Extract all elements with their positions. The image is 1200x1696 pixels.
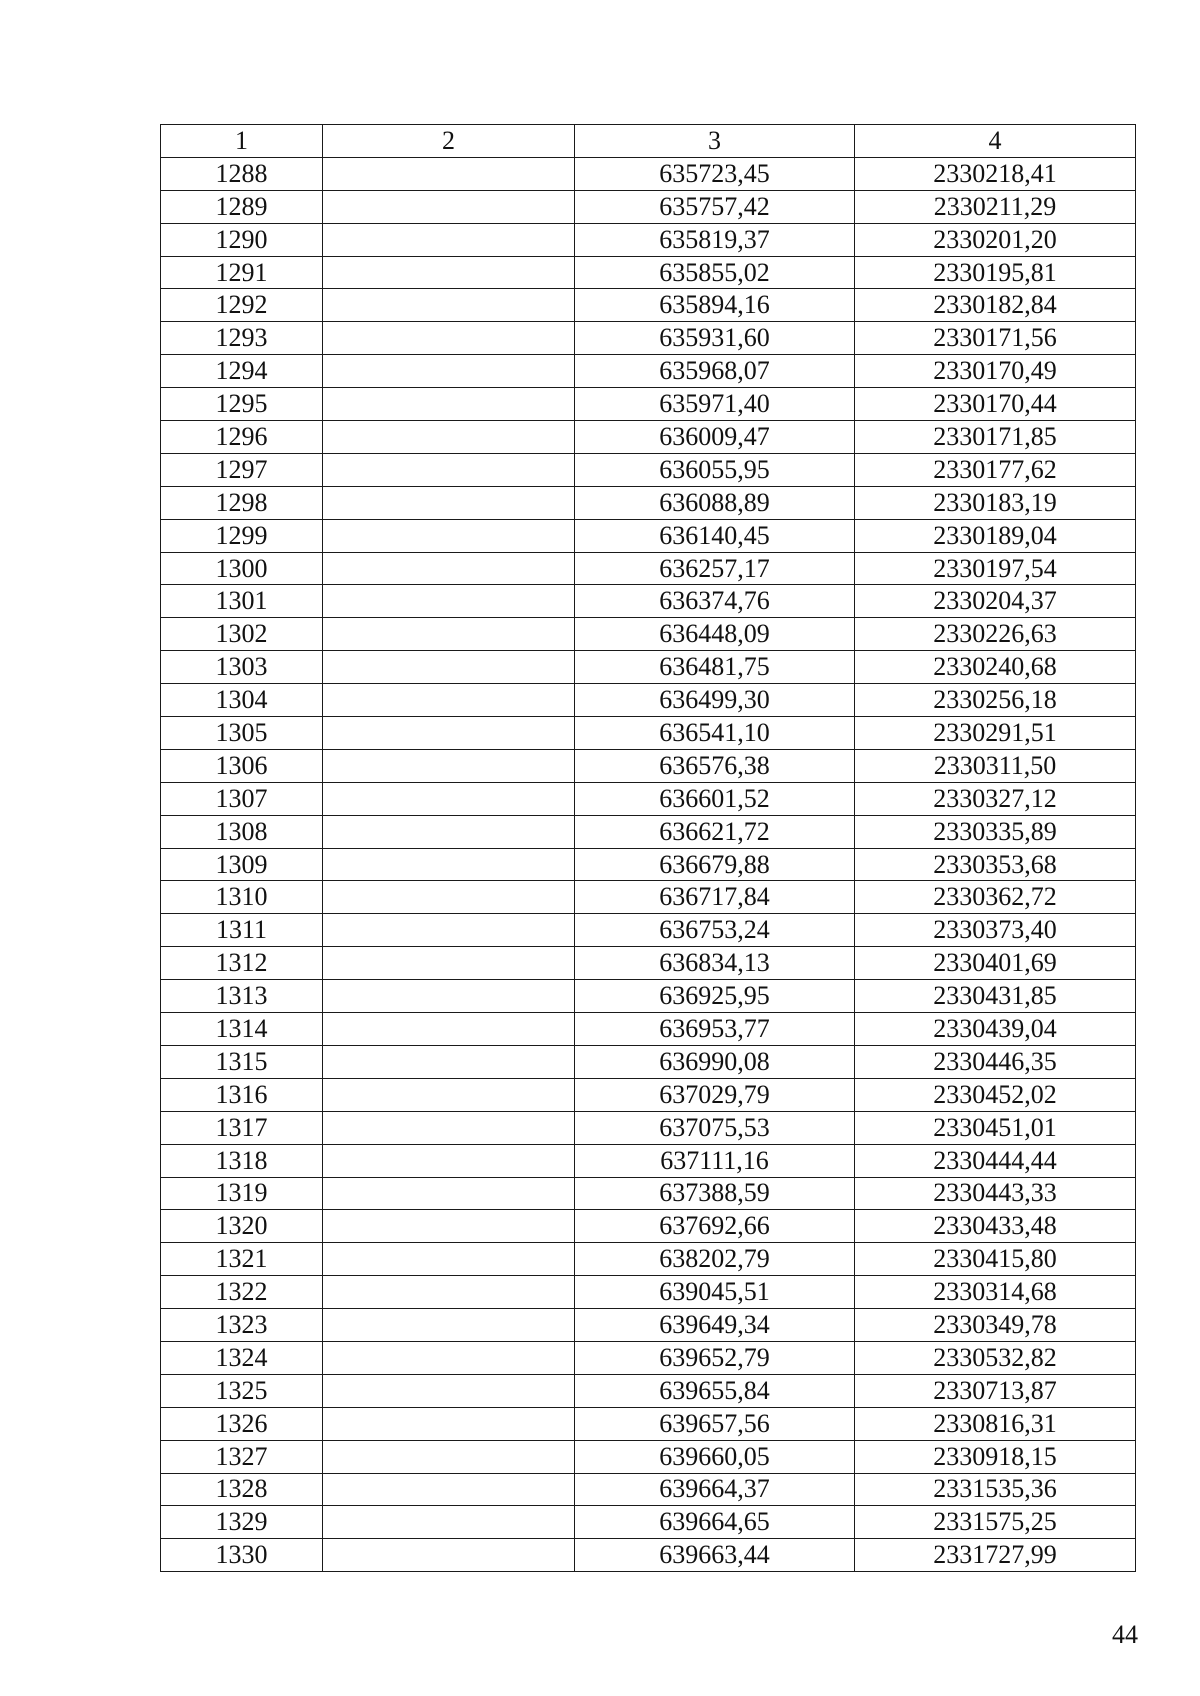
table-row [161,322,1136,355]
table-cell: 2330256,18 [855,684,1136,717]
table-cell: 636088,89 [575,486,855,519]
table-cell: 2331535,36 [855,1473,1136,1506]
table-cell: 1305 [161,717,323,750]
table-row [161,651,1136,684]
table-cell: 1300 [161,552,323,585]
table-cell: 2330170,49 [855,355,1136,388]
table-cell: 2330349,78 [855,1309,1136,1342]
table-cell [323,552,575,585]
table-cell: 635894,16 [575,289,855,322]
table-cell: 1290 [161,223,323,256]
table-cell [323,1473,575,1506]
table-row [161,223,1136,256]
table-cell: 1319 [161,1177,323,1210]
table-cell: 2330218,41 [855,157,1136,190]
table-cell [323,1078,575,1111]
table-cell: 2330170,44 [855,388,1136,421]
table-cell: 639660,05 [575,1440,855,1473]
table-cell: 1329 [161,1506,323,1539]
table-cell: 636679,88 [575,848,855,881]
table-cell: 2330918,15 [855,1440,1136,1473]
table-cell [323,388,575,421]
table-row [161,1341,1136,1374]
table-body [161,157,1136,1571]
table-cell: 636834,13 [575,947,855,980]
table-cell: 1302 [161,618,323,651]
table-cell: 1308 [161,815,323,848]
table-cell: 639045,51 [575,1276,855,1309]
table-cell: 636753,24 [575,914,855,947]
table-cell [323,1374,575,1407]
table-cell: 2330532,82 [855,1341,1136,1374]
table-cell: 2330816,31 [855,1407,1136,1440]
table-cell: 1307 [161,782,323,815]
table-cell: 636953,77 [575,1013,855,1046]
table-cell: 1293 [161,322,323,355]
table-cell: 1316 [161,1078,323,1111]
table-row [161,289,1136,322]
table-row [161,585,1136,618]
table-cell: 1318 [161,1144,323,1177]
table-cell: 2330415,80 [855,1243,1136,1276]
table-cell [323,1276,575,1309]
table-cell: 2330177,62 [855,453,1136,486]
table-header-row [161,125,1136,158]
table-cell: 2330335,89 [855,815,1136,848]
table-cell: 2330211,29 [855,190,1136,223]
table-cell: 2330183,19 [855,486,1136,519]
table-cell [323,190,575,223]
table-cell: 635723,45 [575,157,855,190]
table-row [161,1440,1136,1473]
table-row [161,1013,1136,1046]
table-cell: 2330201,20 [855,223,1136,256]
table-cell [323,914,575,947]
table-cell: 637692,66 [575,1210,855,1243]
table-cell: 2330195,81 [855,256,1136,289]
table-cell: 636009,47 [575,421,855,454]
table-row [161,1539,1136,1572]
table-row [161,914,1136,947]
column-header: 4 [855,125,1136,158]
table-cell: 2330226,63 [855,618,1136,651]
table-cell [323,651,575,684]
table-cell: 2330401,69 [855,947,1136,980]
table-cell [323,289,575,322]
table-cell: 1312 [161,947,323,980]
table-cell: 1317 [161,1111,323,1144]
table-cell: 2330314,68 [855,1276,1136,1309]
coordinates-table [160,124,1136,1572]
table-cell: 636621,72 [575,815,855,848]
table-cell: 1289 [161,190,323,223]
table-cell [323,1539,575,1572]
table-cell [323,519,575,552]
table-cell: 635968,07 [575,355,855,388]
table-cell: 2330451,01 [855,1111,1136,1144]
table-cell: 2330204,37 [855,585,1136,618]
table-cell: 2330353,68 [855,848,1136,881]
table-cell [323,1440,575,1473]
table-row [161,1506,1136,1539]
table-cell: 1303 [161,651,323,684]
table-row [161,256,1136,289]
table-row [161,1309,1136,1342]
table-cell: 639649,34 [575,1309,855,1342]
table-cell: 1323 [161,1309,323,1342]
table-row [161,1177,1136,1210]
table-cell [323,782,575,815]
table-cell: 636541,10 [575,717,855,750]
table-cell: 1294 [161,355,323,388]
column-header: 1 [161,125,323,158]
table-cell [323,1243,575,1276]
table-row [161,355,1136,388]
table-cell [323,322,575,355]
table-row [161,1276,1136,1309]
table-row [161,1111,1136,1144]
table-cell: 2330373,40 [855,914,1136,947]
table-cell: 2330182,84 [855,289,1136,322]
table-cell: 635757,42 [575,190,855,223]
table-cell: 1301 [161,585,323,618]
table-cell: 636481,75 [575,651,855,684]
table-cell: 635855,02 [575,256,855,289]
table-cell: 639664,65 [575,1506,855,1539]
table-cell [323,1210,575,1243]
table-cell: 1306 [161,749,323,782]
table-cell [323,881,575,914]
table-cell: 2330439,04 [855,1013,1136,1046]
table-row [161,190,1136,223]
table-cell: 637075,53 [575,1111,855,1144]
table-row [161,980,1136,1013]
table-cell: 1325 [161,1374,323,1407]
table-row [161,1374,1136,1407]
table-cell [323,223,575,256]
table-cell: 635931,60 [575,322,855,355]
table-cell: 2330452,02 [855,1078,1136,1111]
table-cell: 2330444,44 [855,1144,1136,1177]
table-cell: 636374,76 [575,585,855,618]
table-cell: 636925,95 [575,980,855,1013]
table-row [161,1407,1136,1440]
table-cell [323,749,575,782]
table-cell: 639664,37 [575,1473,855,1506]
table-row [161,1078,1136,1111]
table-cell [323,1111,575,1144]
table-row [161,157,1136,190]
table-cell: 2331575,25 [855,1506,1136,1539]
table-cell [323,947,575,980]
table-cell: 1321 [161,1243,323,1276]
table-row [161,453,1136,486]
table-row [161,782,1136,815]
table-cell [323,1506,575,1539]
table-cell: 1291 [161,256,323,289]
table-cell [323,355,575,388]
table-row [161,947,1136,980]
table-row [161,388,1136,421]
table-cell: 2331727,99 [855,1539,1136,1572]
table-cell: 2330446,35 [855,1045,1136,1078]
table-row [161,519,1136,552]
table-row [161,421,1136,454]
table-cell: 2330171,85 [855,421,1136,454]
table-row [161,1473,1136,1506]
table-cell [323,486,575,519]
table-cell: 2330197,54 [855,552,1136,585]
table-row [161,749,1136,782]
table-cell: 1299 [161,519,323,552]
table-cell: 1330 [161,1539,323,1572]
table-cell [323,421,575,454]
table-cell: 636990,08 [575,1045,855,1078]
table-cell: 635819,37 [575,223,855,256]
table-row [161,1144,1136,1177]
table-cell: 639657,56 [575,1407,855,1440]
table-cell: 1313 [161,980,323,1013]
table-cell [323,1341,575,1374]
table-cell [323,717,575,750]
table-cell: 637029,79 [575,1078,855,1111]
table-cell [323,1144,575,1177]
table-cell: 636140,45 [575,519,855,552]
table-cell: 2330713,87 [855,1374,1136,1407]
table-cell [323,1407,575,1440]
table-row [161,1045,1136,1078]
table-cell [323,1177,575,1210]
table-cell: 2330311,50 [855,749,1136,782]
table-cell: 2330431,85 [855,980,1136,1013]
table-cell [323,1309,575,1342]
table-cell: 1311 [161,914,323,947]
table-row [161,1210,1136,1243]
table-cell: 2330327,12 [855,782,1136,815]
table-cell: 2330171,56 [855,322,1136,355]
table-cell: 1309 [161,848,323,881]
table-row [161,848,1136,881]
table-cell: 635971,40 [575,388,855,421]
table-cell: 636576,38 [575,749,855,782]
table-cell [323,585,575,618]
table-row [161,881,1136,914]
table-cell: 639652,79 [575,1341,855,1374]
table-row [161,552,1136,585]
table-cell: 636257,17 [575,552,855,585]
table-cell [323,1045,575,1078]
column-header: 3 [575,125,855,158]
table-cell: 1314 [161,1013,323,1046]
table-cell: 2330240,68 [855,651,1136,684]
table-cell: 1326 [161,1407,323,1440]
table-cell: 1288 [161,157,323,190]
table-cell: 636499,30 [575,684,855,717]
table-cell: 1296 [161,421,323,454]
table-cell: 2330362,72 [855,881,1136,914]
table-row [161,684,1136,717]
table-cell: 1304 [161,684,323,717]
table-cell: 637388,59 [575,1177,855,1210]
table-row [161,618,1136,651]
table-cell: 1320 [161,1210,323,1243]
table-cell [323,157,575,190]
table-cell: 636055,95 [575,453,855,486]
table-cell: 1328 [161,1473,323,1506]
table-cell [323,815,575,848]
table-cell: 2330291,51 [855,717,1136,750]
table-cell: 639655,84 [575,1374,855,1407]
table-row [161,717,1136,750]
table-cell: 1298 [161,486,323,519]
table-cell: 1295 [161,388,323,421]
page-number: 44 [1112,1620,1138,1649]
column-header: 2 [323,125,575,158]
table-cell [323,848,575,881]
table-cell: 638202,79 [575,1243,855,1276]
table-cell: 1322 [161,1276,323,1309]
table-cell: 2330189,04 [855,519,1136,552]
table-cell: 637111,16 [575,1144,855,1177]
table-row [161,1243,1136,1276]
table-cell [323,618,575,651]
table-cell: 1292 [161,289,323,322]
table-cell: 1310 [161,881,323,914]
table-cell [323,684,575,717]
table-cell [323,256,575,289]
table-cell: 636717,84 [575,881,855,914]
table-cell [323,453,575,486]
table-cell: 636448,09 [575,618,855,651]
table-cell: 636601,52 [575,782,855,815]
table-cell [323,1013,575,1046]
table-cell: 1297 [161,453,323,486]
table-row [161,815,1136,848]
table-cell: 2330433,48 [855,1210,1136,1243]
table-cell: 1315 [161,1045,323,1078]
table-cell [323,980,575,1013]
table-row [161,486,1136,519]
table-cell: 639663,44 [575,1539,855,1572]
table-cell: 1327 [161,1440,323,1473]
table-cell: 1324 [161,1341,323,1374]
table-cell: 2330443,33 [855,1177,1136,1210]
